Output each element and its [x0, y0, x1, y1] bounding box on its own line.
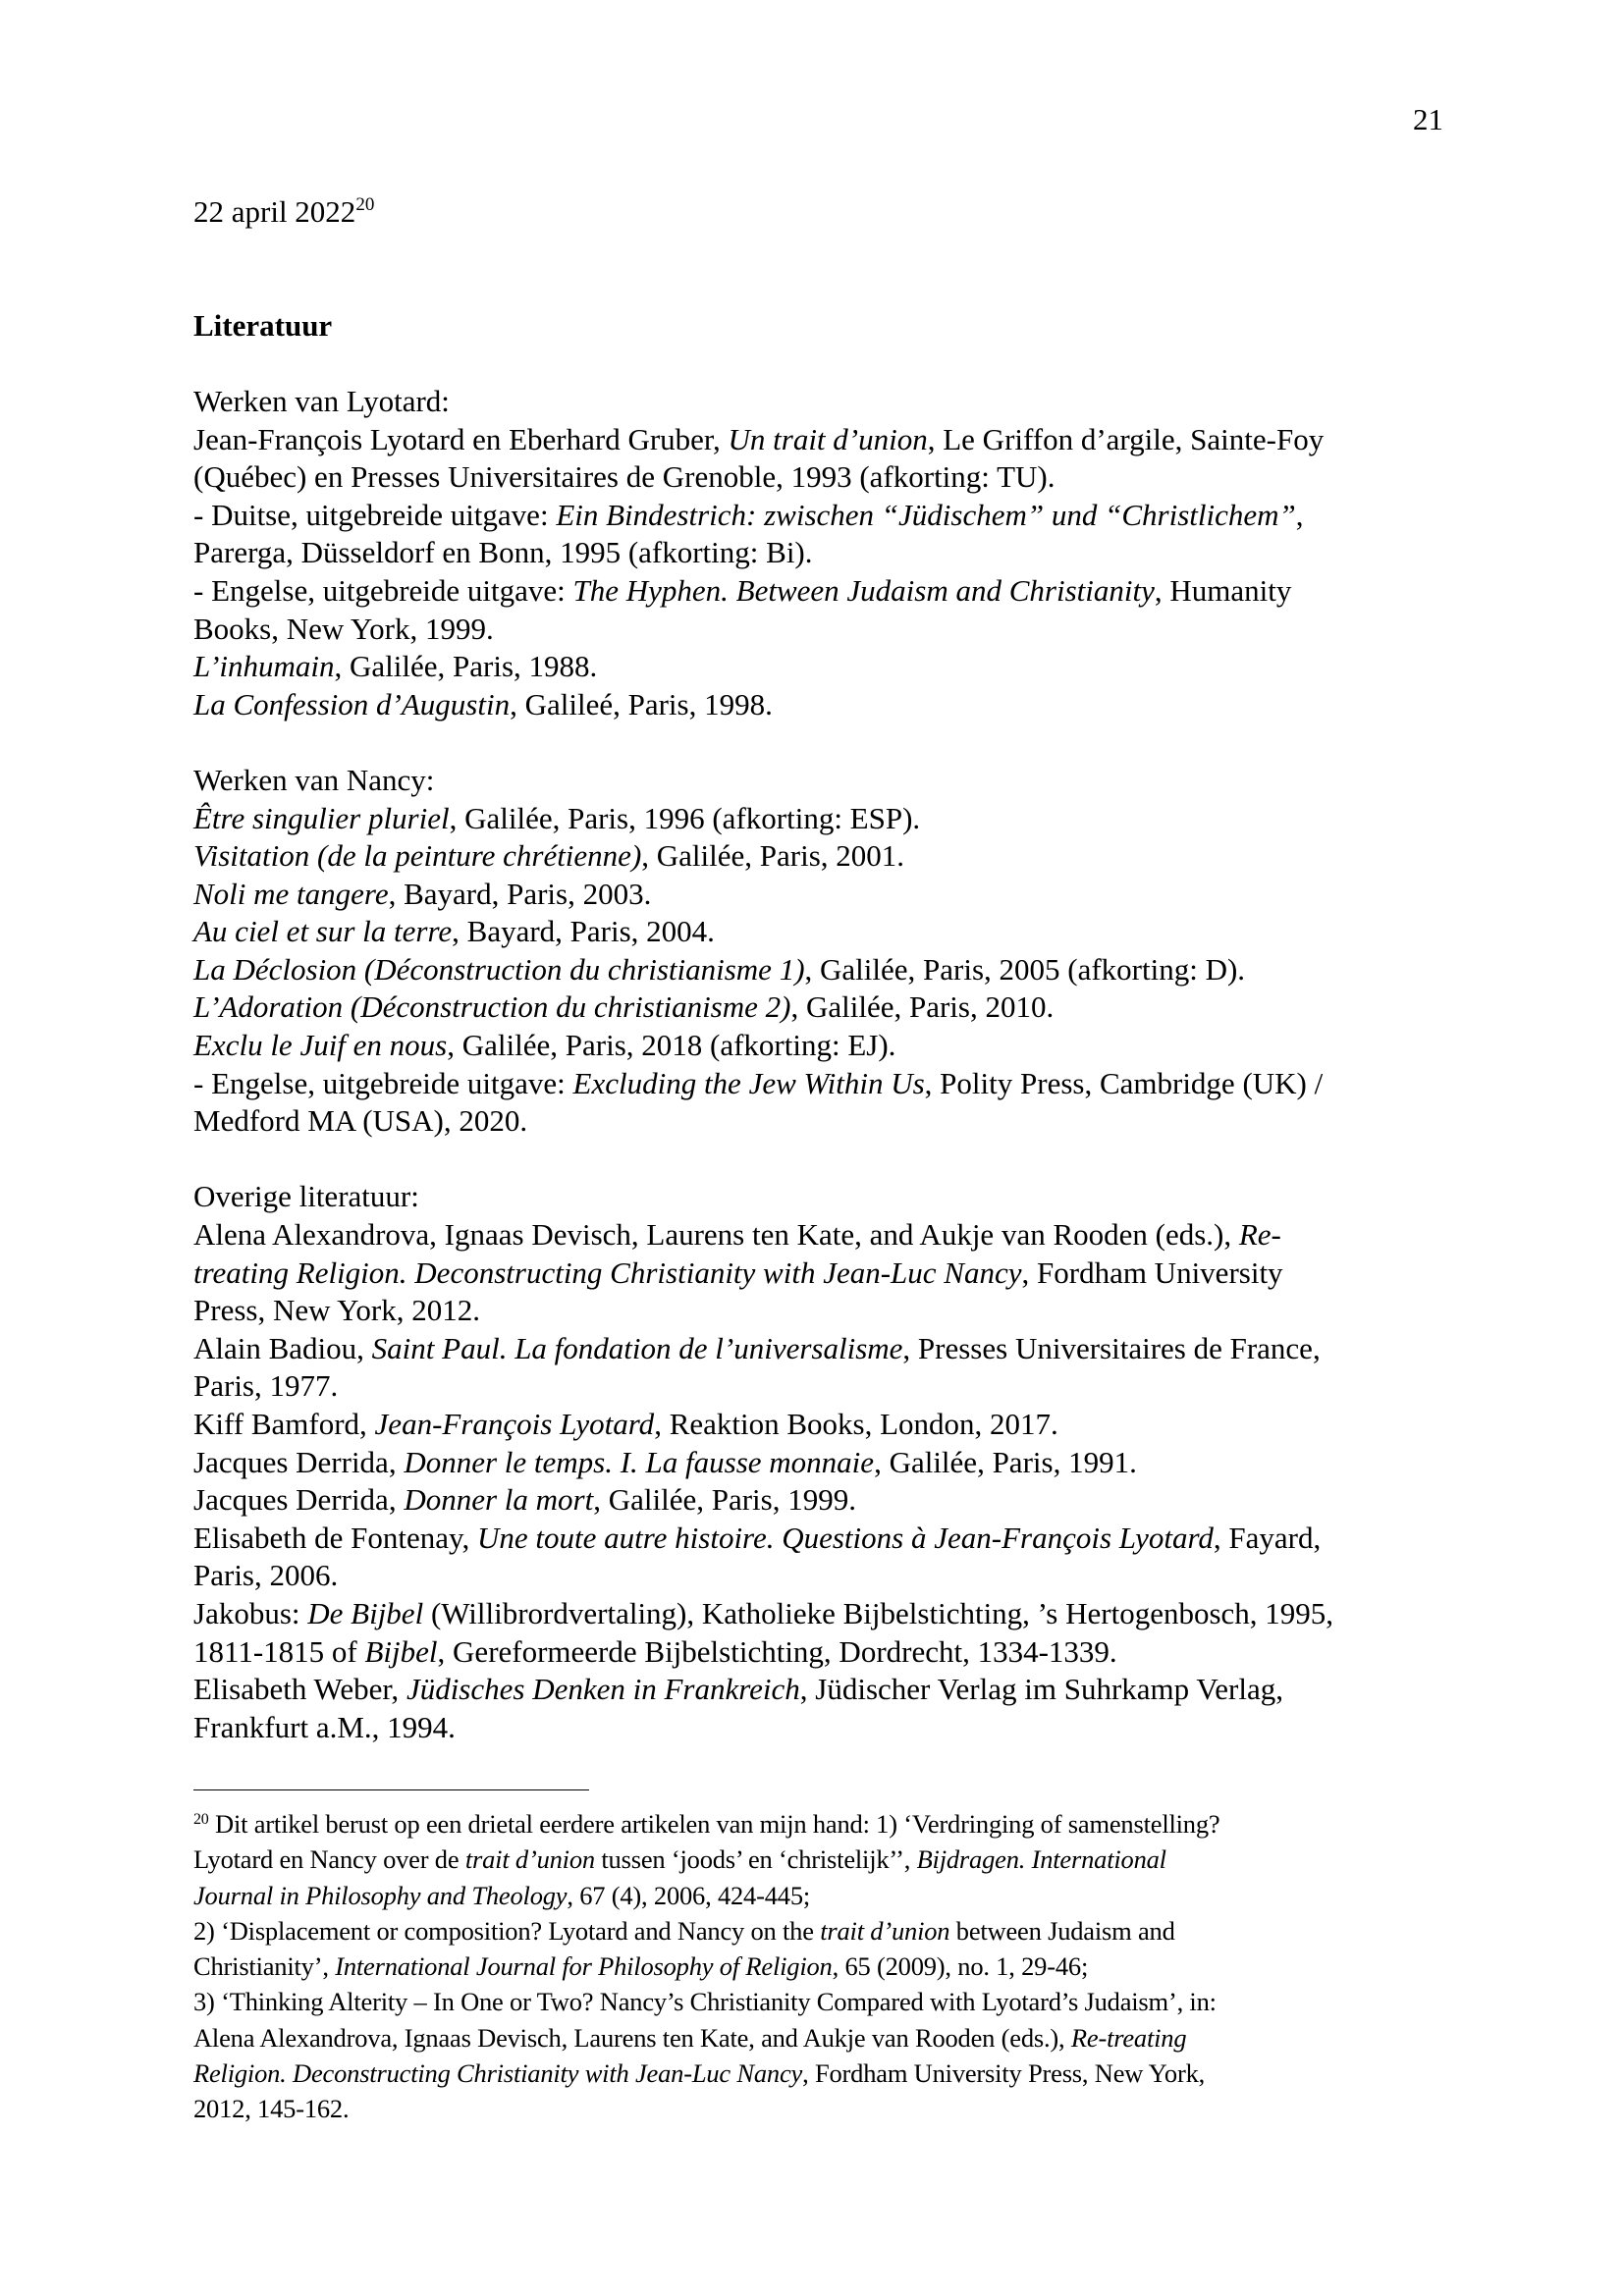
list-item: Frankfurt a.M., 1994.	[193, 1709, 456, 1744]
list-item: 1811-1815 of Bijbel, Gereformeerde Bijbelstichting, Dordrecht, 1334-1339.	[193, 1633, 1117, 1669]
footnote-line: $^{20}$ Dit artikel berust op een drietal eerdere artikelen van mijn hand: 1) ‘Verdringing of samenstelling?	[193, 1809, 1220, 1839]
list-item: treating Religion. Deconstructing Christianity with Jean-Luc Nancy, Fordham University	[193, 1255, 1283, 1290]
list-item: Elisabeth Weber, Jüdisches Denken in Frankreich, Jüdischer Verlag im Suhrkamp Verlag,	[193, 1672, 1283, 1707]
nancy-works	[193, 762, 1445, 1141]
list-item: L’inhumain, Galilée, Paris, 1988.	[193, 649, 598, 684]
list-item: Alain Badiou, Saint Paul. La fondation de l’universalisme, Presses Universitaires de France,	[193, 1330, 1321, 1365]
footnote-number: 20	[193, 1811, 209, 1828]
list-item: Kiff Bamford, Jean-François Lyotard, Reaktion Books, London, 2017.	[193, 1407, 1058, 1441]
list-title: Werken van Nancy:	[193, 762, 435, 797]
footnote-line: 3) ‘Thinking Alterity – In One or Two? Nancy’s Christianity Compared with Lyotard’s Judaism’, in:	[193, 1987, 1217, 2017]
date-line	[193, 193, 1445, 232]
date: 22 april 2022	[193, 194, 356, 229]
lyotard-works	[193, 383, 1445, 723]
footnote-line: Lyotard en Nancy over de trait d’union tussen ‘joods’ en ‘christelijk’’, Bijdragen. International	[193, 1844, 1166, 1875]
list-title: Overige literatuur:	[193, 1179, 419, 1214]
list-item: Alena Alexandrova, Ignaas Devisch, Laurens ten Kate, and Aukje van Rooden (eds.), Re-	[193, 1217, 1281, 1253]
list-item: Medford MA (USA), 2020.	[193, 1103, 528, 1139]
other-literature	[193, 1178, 1445, 1746]
list-item: La Déclosion (Déconstruction du christianisme 1), Galilée, Paris, 2005 (afkorting: D).	[193, 951, 1246, 987]
list-item: Paris, 1977.	[193, 1368, 339, 1404]
footnote-line: 2012, 145-162.	[193, 2094, 350, 2124]
list-title: Werken van Lyotard:	[193, 383, 450, 418]
list-item: Au ciel et sur la terre, Bayard, Paris, 2004.	[193, 914, 715, 949]
footnote-line: 2) ‘Displacement or composition? Lyotard and Nancy on the trait d’union between Judaism and	[193, 1915, 1175, 1946]
footnote-line: Journal in Philosophy and Theology, 67 (4), 2006, 424-445;	[193, 1880, 811, 1910]
list-item: - Engelse, uitgebreide uitgave: The Hyphen. Between Judaism and Christianity, Humanity	[193, 572, 1292, 608]
list-item: Exclu le Juif en nous, Galilée, Paris, 2018 (afkorting: EJ).	[193, 1028, 896, 1063]
list-item: Être singulier pluriel, Galilée, Paris, 1996 (afkorting: ESP).	[193, 800, 921, 835]
list-item: Books, New York, 1999.	[193, 611, 494, 646]
list-item: Paris, 2006.	[193, 1558, 339, 1593]
list-item: Noli me tangere, Bayard, Paris, 2003.	[193, 876, 652, 911]
list-item: Elisabeth de Fontenay, Une toute autre histoire. Questions à Jean-François Lyotard, Fayard,	[193, 1520, 1322, 1555]
list-item: Jean-François Lyotard en Eberhard Gruber, Un trait d’union, Le Griffon d’argile, Sainte-Foy	[193, 421, 1325, 456]
page-number: 21	[1413, 102, 1443, 136]
list-item: - Duitse, uitgebreide uitgave: Ein Bindestrich: zwischen “Jüdischem” und “Christlichem”,	[193, 497, 1304, 532]
section-heading: Literatuur	[193, 307, 333, 343]
footnote-divider	[193, 1789, 589, 1790]
list-item: Parerga, Düsseldorf en Bonn, 1995 (afkorting: Bi).	[193, 535, 813, 570]
list-item: - Engelse, uitgebreide uitgave: Excluding the Jew Within Us, Polity Press, Cambridge (UK) /	[193, 1065, 1324, 1100]
list-item: L’Adoration (Déconstruction du christianisme 2), Galilée, Paris, 2010.	[193, 989, 1055, 1025]
list-item: Jacques Derrida, Donner le temps. I. La fausse monnaie, Galilée, Paris, 1991.	[193, 1444, 1137, 1479]
list-item: Visitation (de la peinture chrétienne), Galilée, Paris, 2001.	[193, 838, 905, 874]
list-item: Press, New York, 2012.	[193, 1293, 480, 1328]
main-text	[193, 193, 1445, 1746]
footnote	[193, 1806, 1445, 2127]
list-item: Jacques Derrida, Donner la mort, Galilée, Paris, 1999.	[193, 1482, 856, 1518]
footnote-ref: 20	[355, 194, 375, 215]
footnote-line: Alena Alexandrova, Ignaas Devisch, Laurens ten Kate, and Aukje van Rooden (eds.), Re-treating	[193, 2022, 1187, 2053]
list-item: La Confession d’Augustin, Galileé, Paris, 1998.	[193, 686, 773, 721]
list-item: (Québec) en Presses Universitaires de Grenoble, 1993 (afkorting: TU).	[193, 459, 1056, 495]
list-item: Jakobus: De Bijbel (Willibrordvertaling), Katholieke Bijbelstichting, ’s Hertogenbosch, 1995,	[193, 1595, 1334, 1630]
footnote-line: Religion. Deconstructing Christianity with Jean-Luc Nancy, Fordham University Press, New York,	[193, 2058, 1206, 2089]
footnote-line: Christianity’, International Journal for Philosophy of Religion, 65 (2009), no. 1, 29-46;	[193, 1951, 1089, 1982]
